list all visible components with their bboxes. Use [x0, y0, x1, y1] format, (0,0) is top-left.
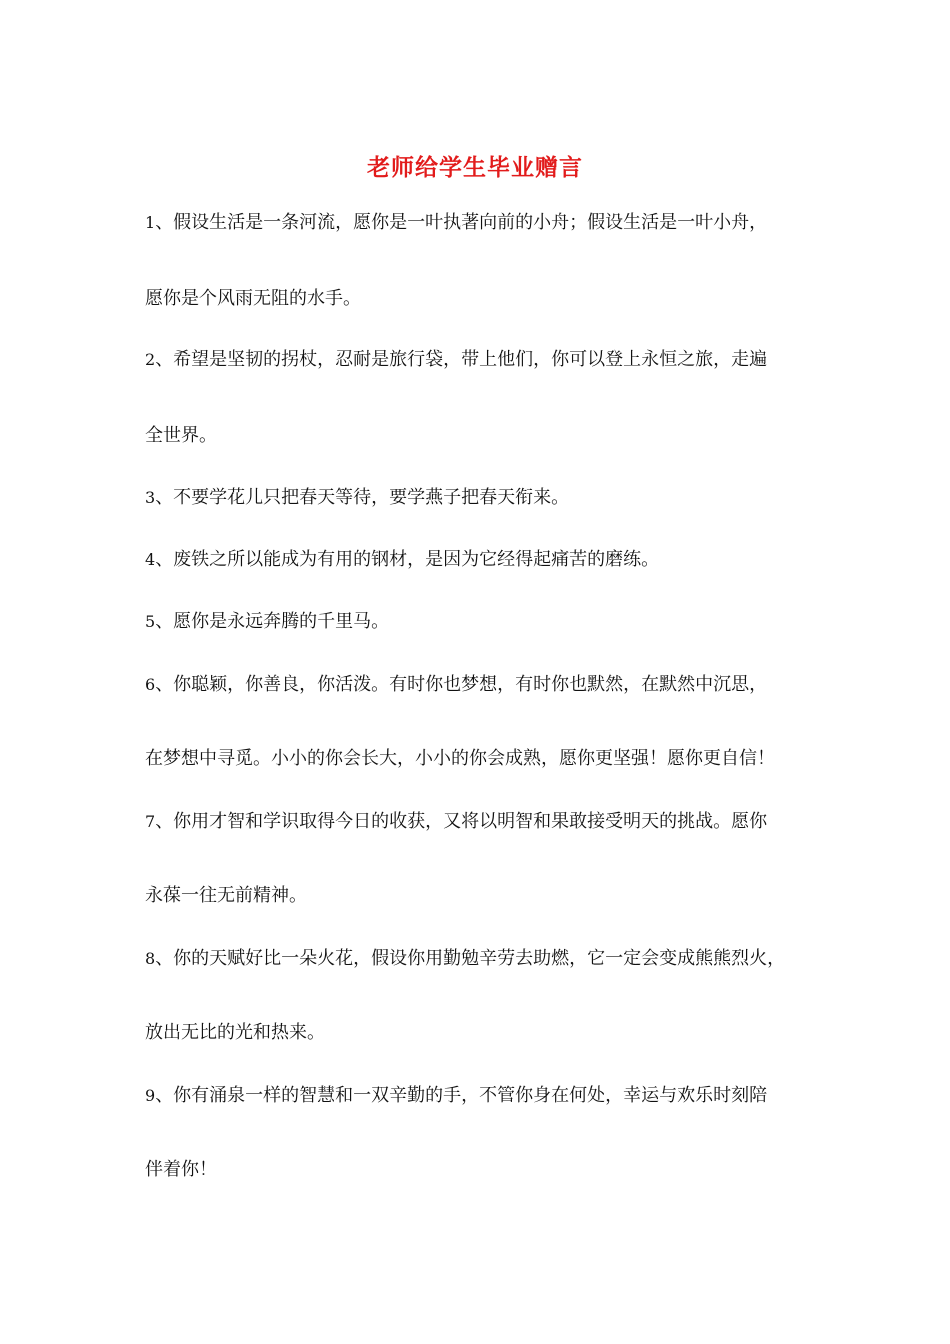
document-title: 老师给学生毕业赠言	[367, 154, 583, 181]
item-number: 3	[145, 488, 156, 507]
item-7-line-2: 永葆一往无前精神。	[145, 885, 307, 906]
item-5-line-1	[145, 609, 389, 635]
item-text: 、你有涌泉一样的智慧和一双辛勤的手，不管你身在何处，幸运与欢乐时刻陪	[155, 1085, 768, 1106]
item-9-line-2: 伴着你！	[145, 1159, 217, 1180]
item-text: 、愿你是永远奔腾的千里马。	[155, 611, 390, 632]
item-text: 、你聪颖，你善良，你活泼。有时你也梦想，有时你也默然，在默然中沉思，	[155, 674, 768, 695]
item-1-line-1	[145, 210, 767, 236]
item-9-line-1	[145, 1083, 767, 1109]
item-4-line-1	[145, 547, 659, 573]
item-1-line-2: 愿你是个风雨无阻的水手。	[145, 288, 361, 309]
item-8-line-1	[145, 946, 785, 972]
item-8-line-2: 放出无比的光和热来。	[145, 1022, 325, 1043]
item-3-line-1	[145, 485, 569, 511]
item-6-line-2: 在梦想中寻觅。小小的你会长大，小小的你会成熟，愿你更坚强！愿你更自信！	[145, 748, 775, 769]
item-text: 、你的天赋好比一朵火花，假设你用勤勉辛劳去助燃，它一定会变成熊熊烈火，	[155, 948, 786, 969]
item-text: 、希望是坚韧的拐杖，忍耐是旅行袋，带上他们，你可以登上永恒之旅，走遍	[155, 349, 768, 370]
item-text: 、你用才智和学识取得今日的收获，又将以明智和果敢接受明天的挑战。愿你	[155, 811, 768, 832]
item-number: 1	[145, 213, 156, 232]
item-number: 6	[145, 675, 156, 694]
item-2-line-1	[145, 347, 767, 373]
item-text: 、假设生活是一条河流，愿你是一叶执著向前的小舟；假设生活是一叶小舟，	[155, 212, 768, 233]
item-number: 7	[145, 812, 156, 831]
item-number: 2	[145, 350, 156, 369]
item-number: 9	[145, 1086, 156, 1105]
item-text: 、废铁之所以能成为有用的钢材，是因为它经得起痛苦的磨练。	[155, 549, 660, 570]
item-7-line-1	[145, 809, 767, 835]
item-number: 8	[145, 949, 156, 968]
item-number: 5	[145, 612, 156, 631]
item-6-line-1	[145, 672, 767, 698]
item-text: 、不要学花儿只把春天等待，要学燕子把春天衔来。	[155, 487, 570, 508]
item-number: 4	[145, 550, 156, 569]
item-2-line-2: 全世界。	[145, 425, 217, 446]
